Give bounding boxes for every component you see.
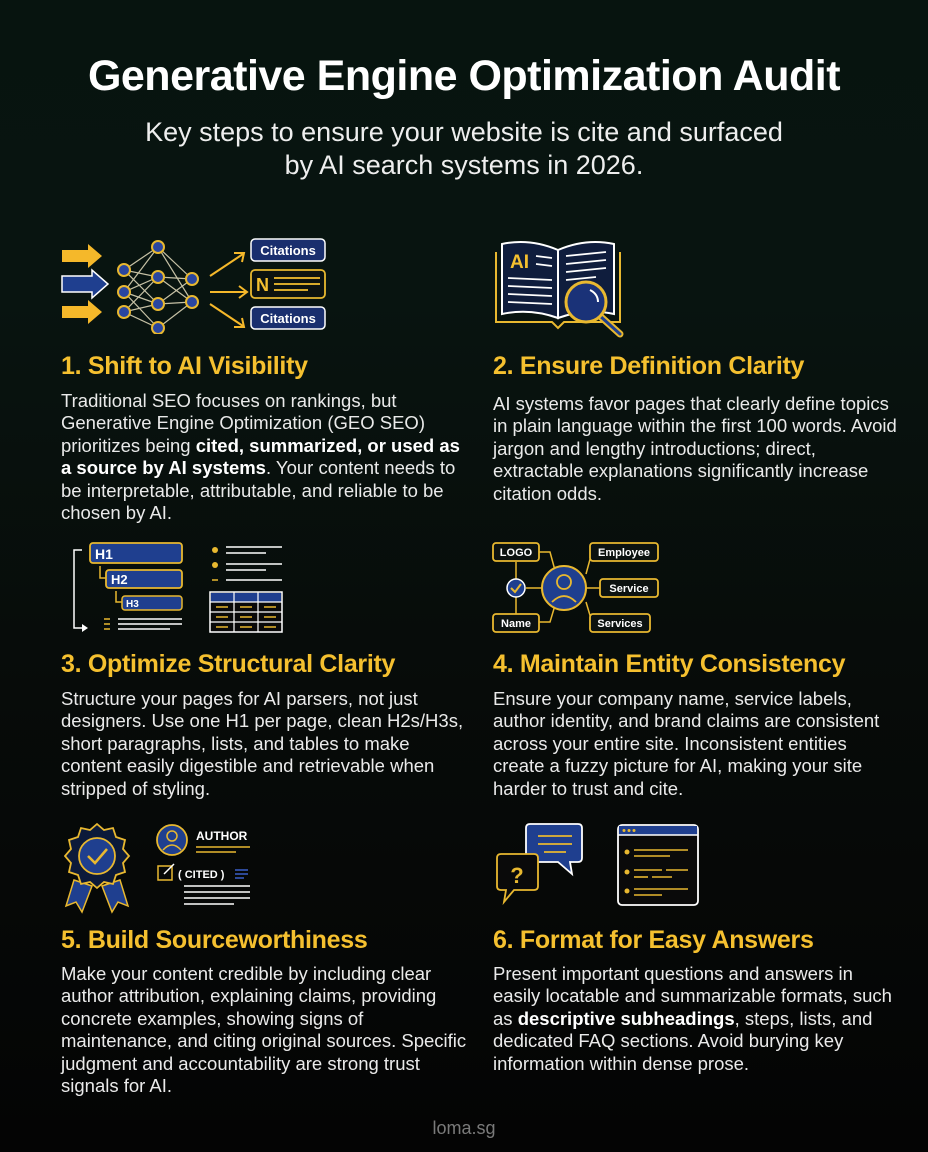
h2-label: H2 (111, 572, 128, 587)
section-6-body-pre: Present important questions and answers in easily locatable and summarizable formats, such as (493, 963, 892, 1029)
heading-hierarchy-icon (70, 540, 290, 640)
section-6-body (493, 963, 903, 1075)
section-3-heading: 3. Optimize Structural Clarity (61, 650, 396, 678)
section-6-body-post: , steps, lists, and dedicated FAQ sections. Avoid burying key information within dense prose. (493, 1007, 873, 1074)
award-author-icon (64, 820, 264, 920)
section-1-body-post: . Your content needs to be interpretable, attributable, and reliable to be chosen by AI. (61, 457, 456, 524)
subtitle-line-2: by AI search systems in 2026. (284, 150, 644, 180)
section-5-body: Make your content credible by including clear author attribution, explaining claims, providing concrete examples, showing signs of maintenance, and citing original sources. Specific judgment and accountability are strong trust signals for AI. (61, 963, 467, 1097)
section-4-heading: 4. Maintain Entity Consistency (493, 650, 846, 678)
cited-label: ( CITED ) (178, 869, 225, 881)
book-ai-label: AI (510, 252, 529, 273)
section-3-body: Structure your pages for AI parsers, not just designers. Use one H1 per page, clean H2s/H3s, short paragraphs, lists, and tables to make content easily digestible and retrievable when stripped of styling. (61, 688, 464, 799)
section-1-body (61, 390, 471, 524)
page-title: Generative Engine Optimization Audit (87, 52, 841, 100)
section-2-heading: 2. Ensure Definition Clarity (493, 352, 805, 380)
name-label: Name (501, 618, 531, 630)
section-1-body-pre: Traditional SEO focuses on rankings, but Generative Engine Optimization (GEO SEO) prioritizes being (61, 390, 425, 456)
services-label: Services (597, 618, 643, 630)
subtitle-line-1: Key steps to ensure your website is cite and surfaced (145, 117, 783, 147)
footer-brand: loma.sg (432, 1118, 496, 1138)
author-label: AUTHOR (196, 829, 248, 843)
section-5-heading: 5. Build Sourceworthiness (61, 926, 368, 954)
h1-label: H1 (95, 546, 113, 562)
book-magnifier-icon (490, 234, 630, 347)
section-1-heading: 1. Shift to AI Visibility (61, 352, 308, 380)
section-2-body: AI systems favor pages that clearly define topics in plain language within the first 100 words. Avoid jargon and lengthy introductions; direct, extractable explanations significantly increase citation odds. (493, 393, 897, 504)
logo-label: LOGO (499, 547, 533, 559)
section-1-body-bold: cited, summarized, or used as a source by AI systems (61, 434, 460, 479)
section-6-heading: 6. Format for Easy Answers (493, 926, 814, 954)
citations-label-bottom: Citations (260, 311, 316, 326)
service-label: Service (609, 583, 649, 595)
section-6-body-bold: descriptive subheadings (517, 1007, 735, 1029)
n-label: N (256, 275, 269, 295)
faq-chat-window-icon (490, 820, 705, 915)
employee-label: Employee (598, 547, 650, 559)
citations-label-top: Citations (260, 243, 316, 258)
question-mark: ? (510, 863, 524, 888)
entity-graph-icon (490, 538, 665, 643)
page-subtitle (0, 116, 928, 182)
h3-label: H3 (126, 599, 139, 610)
neural-network-citations-icon (58, 234, 333, 339)
section-4-body: Ensure your company name, service labels, author identity, and brand claims are consistent across your entire site. Inconsistent entities create a fuzzy picture for AI, making your site harder to trust and cite. (493, 688, 880, 799)
